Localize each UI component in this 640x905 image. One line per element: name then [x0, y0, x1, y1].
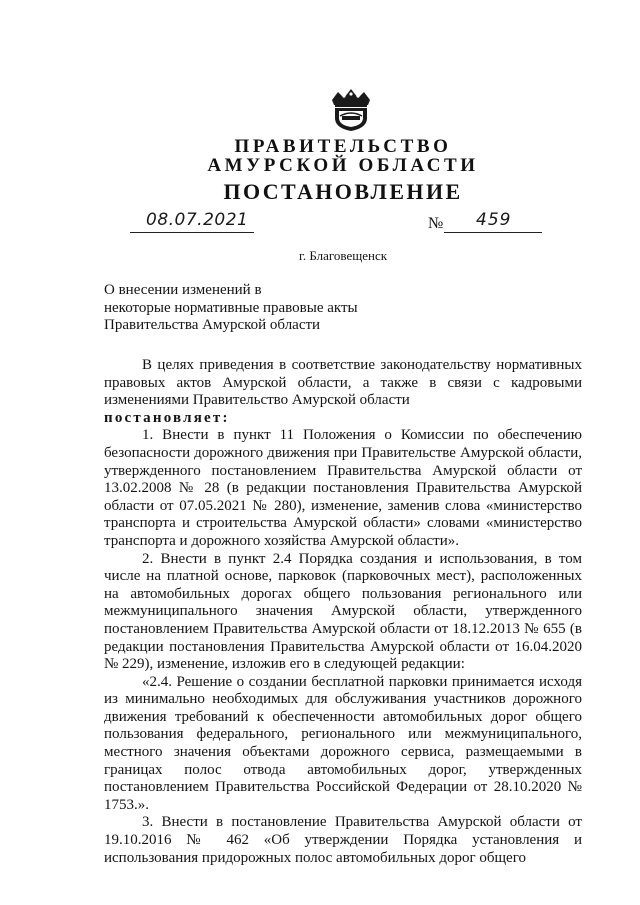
city-line: г. Благовещенск: [298, 248, 388, 263]
subject-line: О внесении изменений в: [104, 282, 262, 298]
quote-paragraph: «2.4. Решение о создании бесплатной парковки принимается исходя из минимально необходимых для обслуживания участников дорожного движения требований к обеспеченности автомобильных дорог общего пользования федерального, регионального или межмуниципального, местного значения объектами дорожного сервиса, размещаемыми в границах полос отвода автомобильных дорог, утвержденных постановлением Правительства Российской Федерации от 28.10.2020 № 1753.».: [104, 673, 582, 813]
document-subject: [104, 282, 358, 335]
document-body: [104, 357, 582, 867]
document-type-title: ПОСТАНОВЛЕНИЕ: [223, 179, 463, 204]
subject-line: некоторые нормативные правовые акты: [104, 299, 358, 316]
item-3-paragraph: 3. Внести в постановление Правительства Амурской области от 19.10.2016 № 462 «Об утверждении Порядка установления и использования придорожных полос автомобильных дорог общего: [104, 814, 582, 866]
coat-of-arms-icon: [326, 86, 376, 132]
decree-word: постановляет:: [104, 409, 230, 426]
document-date: 08.07.2021: [146, 210, 249, 230]
document-number: 459: [476, 210, 512, 230]
number-field: [444, 210, 542, 233]
subject-line: Правительства Амурской области: [104, 317, 321, 333]
item-2-paragraph: 2. Внести в пункт 2.4 Порядка создания и использования, в том числе на платной основе, парковок (парковочных мест), расположенных на автомобильных дорогах общего пользования регионального или межмуниципального значения Амурской области, утвержденного постановлением Правительства Амурской области от 18.12.2013 № 655 (в редакции постановления Правительства Амурской области от 16.04.2020 № 229), изменение, изложив его в следующей редакции:: [104, 550, 582, 673]
item-1-paragraph: 1. Внести в пункт 11 Положения о Комиссии по обеспечению безопасности дорожного движения при Правительстве Амурской области, утвержденного постановлением Правительства Амурской области от 13.02.2008 № 28 (в редакции постановления Правительства Амурской области от 07.05.2021 № 280), изменение, заменив слова «министерство транспорта и строительства Амурской области» словами «министерство транспорта и дорожного хозяйства Амурской области».: [104, 427, 582, 549]
preamble-paragraph: В целях приведения в соответствие законодательству нормативных правовых актов Амурской области, а также в связи с кадровыми изменениями Правительство Амурской области: [104, 357, 582, 409]
number-label: №: [428, 215, 444, 232]
government-title: ПРАВИТЕЛЬСТВО: [234, 136, 452, 157]
date-field: [130, 210, 254, 233]
region-title: АМУРСКОЙ ОБЛАСТИ: [207, 155, 479, 176]
